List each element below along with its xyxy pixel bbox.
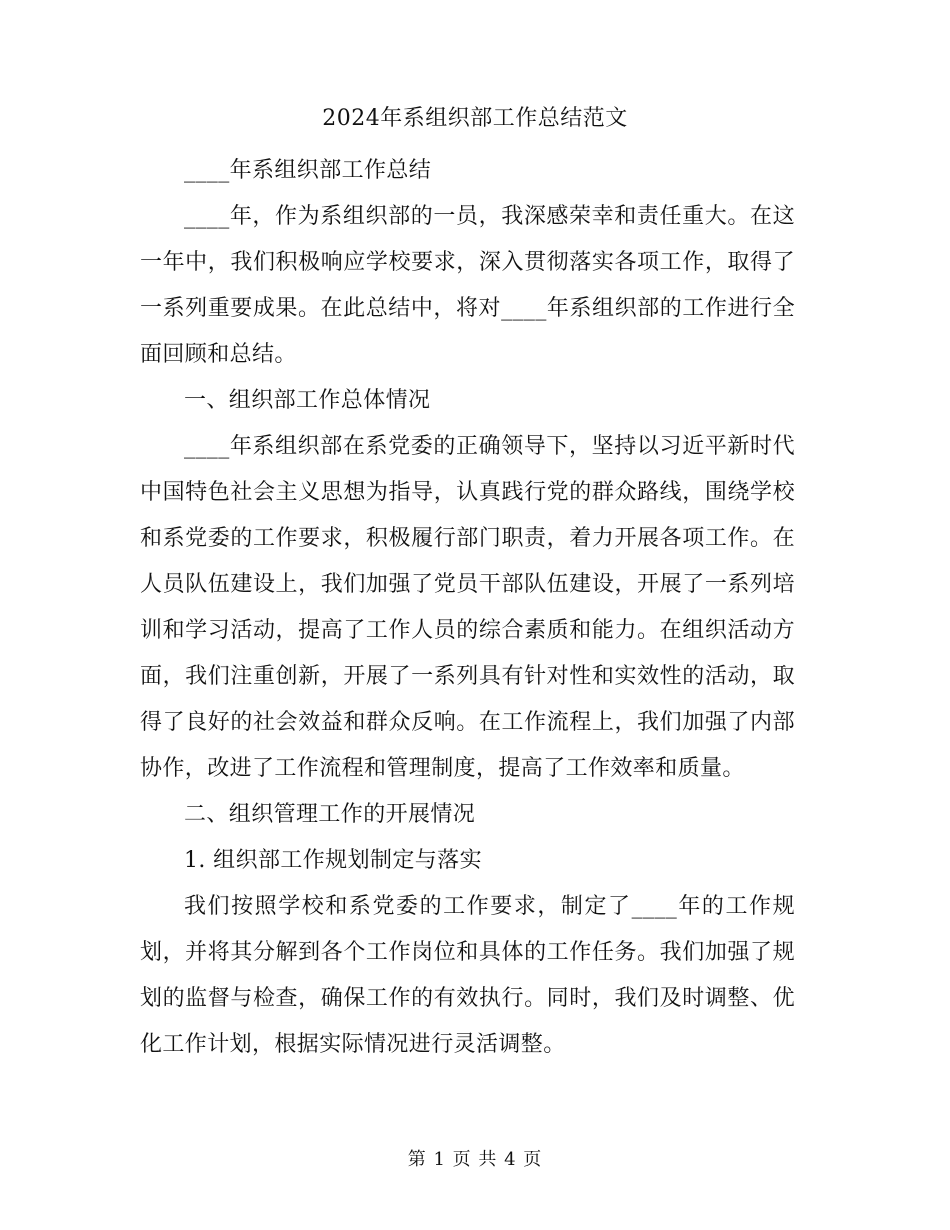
document-body xyxy=(140,148,795,1068)
page-footer: 第 1 页 共 4 页 xyxy=(407,1149,543,1170)
subsection-heading-1: 1. 组织部工作规划制定与落实 xyxy=(184,848,482,873)
intro-paragraph: ____年，作为系组织部的一员，我深感荣幸和责任重大。在这一年中，我们积极响应学校要求，深入贯彻落实各项工作，取得了一系列重要成果。在此总结中，将对____年系组织部的工作进行全面回顾和总结。 xyxy=(140,204,795,367)
subsection-1-paragraph: 我们按照学校和系党委的工作要求，制定了____年的工作规划，并将其分解到各个工作岗位和具体的工作任务。我们加强了规划的监督与检查，确保工作的有效执行。同时，我们及时调整、优化工作计划，根据实际情况进行灵活调整。 xyxy=(140,894,795,1057)
document-title: 2024年系组织部工作总结范文 xyxy=(322,106,628,131)
section-1-paragraph: ____年系组织部在系党委的正确领导下，坚持以习近平新时代中国特色社会主义思想为指导，认真践行党的群众路线，围绕学校和系党委的工作要求，积极履行部门职责，着力开展各项工作。在人员队伍建设上，我们加强了党员干部队伍建设，开展了一系列培训和学习活动，提高了工作人员的综合素质和能力。在组织活动方面，我们注重创新，开展了一系列具有针对性和实效性的活动，取得了良好的社会效益和群众反响。在工作流程上，我们加强了内部协作，改进了工作流程和管理制度，提高了工作效率和质量。 xyxy=(140,434,795,781)
section-heading-2: 二、组织管理工作的开展情况 xyxy=(184,802,476,827)
section-heading-1: 一、组织部工作总体情况 xyxy=(184,388,431,413)
subtitle-paragraph: ____年系组织部工作总结 xyxy=(184,158,432,183)
